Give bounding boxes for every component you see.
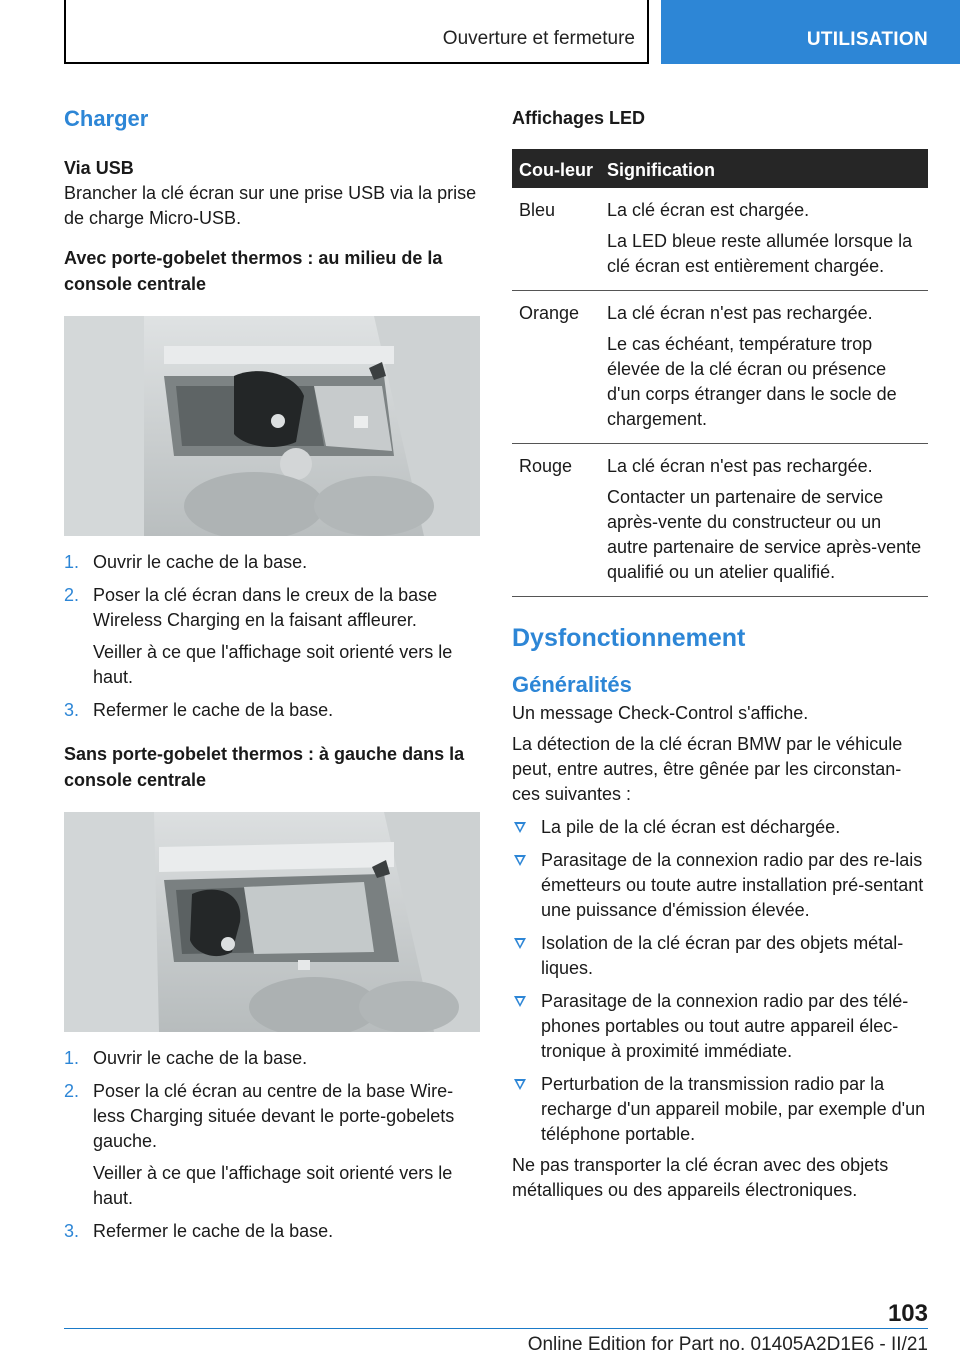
bullet-text: La pile de la clé écran est déchargée. [541, 817, 841, 837]
led-meaning-line2: Le cas échéant, température trop élevée de la clé écran ou présence d'un corps étranger dans le socle de chargement. [607, 334, 897, 429]
bullet-text: Isolation de la clé écran par des objets métal-liques. [541, 933, 904, 978]
triangle-bullet-icon [514, 822, 526, 833]
column-header-meaning: Signification [600, 149, 928, 188]
led-color-cell: Orange [512, 291, 600, 444]
led-meaning-line2: Contacter un partenaire de service après-vente du constructeur ou un autre partenaire de service après-vente qualifié ou un atelier qualifié. [607, 487, 922, 582]
led-meaning-line1: La clé écran est chargée. [607, 200, 810, 220]
list-item [512, 848, 928, 923]
right-column [512, 100, 928, 1203]
step-note: Veiller à ce que l'affichage soit orienté vers le haut. [93, 642, 453, 687]
header-chapter-tab [661, 0, 960, 64]
list-item [512, 1072, 928, 1147]
malfunction-p2: La détection de la clé écran BMW par le véhicule peut, entre autres, être gênée par les circonstan-ces suivantes : [512, 734, 903, 804]
console-photo-with-cupholder [64, 316, 480, 536]
malfunction-bullets [512, 815, 928, 1147]
step-number: 3. [64, 1221, 80, 1241]
list-item [512, 931, 928, 981]
step-text: Ouvrir le cache de la base. [93, 552, 308, 572]
bullet-text: Parasitage de la connexion radio par des télé-phones portables ou tout autre appareil élec-tronique à proximité immédiate. [541, 991, 909, 1061]
triangle-bullet-icon [514, 938, 526, 949]
list-item [64, 583, 480, 690]
led-title: Affichages LED [512, 108, 646, 128]
triangle-bullet-icon [514, 855, 526, 866]
step-number: 2. [64, 585, 80, 605]
table-row [512, 291, 928, 444]
malfunction-p1: Un message Check-Control s'affiche. [512, 703, 809, 723]
step-text: Refermer le cache de la base. [93, 1221, 334, 1241]
usb-text: Brancher la clé écran sur une prise USB via la prise de charge Micro-USB. [64, 183, 477, 228]
header-chapter-label: UTILISATION [806, 29, 928, 50]
led-meaning-cell [600, 444, 928, 597]
table-row [512, 444, 928, 597]
header-section-title: Ouverture et fermeture [442, 28, 635, 49]
console-photo-without-cupholder [64, 812, 480, 1032]
step-number: 3. [64, 700, 80, 720]
malfunction-p3: Ne pas transporter la clé écran avec des objets métalliques ou des appareils électroniques. [512, 1155, 889, 1200]
step-text: Poser la clé écran dans le creux de la base Wireless Charging en la faisant affleurer. [93, 585, 438, 630]
step-number: 2. [64, 1081, 80, 1101]
list-item [64, 1046, 480, 1071]
led-meaning-cell [600, 291, 928, 444]
footer-rule [64, 1328, 928, 1329]
led-table [512, 149, 928, 597]
bullet-text: Parasitage de la connexion radio par des re-lais émetteurs ou toute autre installation pré-sentant une puissance d'émission élevée. [541, 850, 924, 920]
step-text: Poser la clé écran au centre de la base Wire-less Charging située devant le porte-gobelets gauche. [93, 1081, 455, 1151]
led-meaning-line1: La clé écran n'est pas rechargée. [607, 456, 873, 476]
page-number: 103 [887, 1300, 928, 1327]
step-text: Ouvrir le cache de la base. [93, 1048, 308, 1068]
without-cupholder-title: Sans porte-gobelet thermos : à gauche dans la console centrale [64, 744, 465, 790]
led-meaning-cell [600, 188, 928, 291]
with-cupholder-steps [64, 550, 480, 723]
malfunction-heading: Dysfonctionnement [512, 624, 746, 652]
step-number: 1. [64, 1048, 80, 1068]
list-item [512, 815, 928, 840]
section-heading-charger: Charger [64, 106, 149, 131]
led-meaning-line1: La clé écran n'est pas rechargée. [607, 303, 873, 323]
list-item [64, 698, 480, 723]
step-number: 1. [64, 552, 80, 572]
header-rule-mid [647, 0, 649, 64]
table-header-row [512, 149, 928, 188]
column-header-color: Cou-leur [512, 149, 600, 188]
triangle-bullet-icon [514, 1079, 526, 1090]
led-meaning-line2: La LED bleue reste allumée lorsque la clé écran est entièrement chargée. [607, 231, 913, 276]
bullet-text: Perturbation de la transmission radio par la recharge d'un appareil mobile, par exemple d'un téléphone portable. [541, 1074, 926, 1144]
led-color-cell: Bleu [512, 188, 600, 291]
footer-edition: Online Edition for Part no. 01405A2D1E6 - II/21 [527, 1334, 928, 1355]
list-item [512, 989, 928, 1064]
list-item [64, 550, 480, 575]
table-row [512, 188, 928, 291]
led-color-cell: Rouge [512, 444, 600, 597]
header-rule-bottom [64, 62, 649, 64]
left-column [64, 100, 480, 1252]
triangle-bullet-icon [514, 996, 526, 1007]
usb-title: Via USB [64, 158, 134, 178]
list-item [64, 1219, 480, 1244]
step-text: Refermer le cache de la base. [93, 700, 334, 720]
general-subheading: Généralités [512, 672, 632, 697]
with-cupholder-title: Avec porte-gobelet thermos : au milieu de la console centrale [64, 248, 443, 294]
list-item [64, 1079, 480, 1211]
without-cupholder-steps [64, 1046, 480, 1244]
step-note: Veiller à ce que l'affichage soit orienté vers le haut. [93, 1163, 453, 1208]
